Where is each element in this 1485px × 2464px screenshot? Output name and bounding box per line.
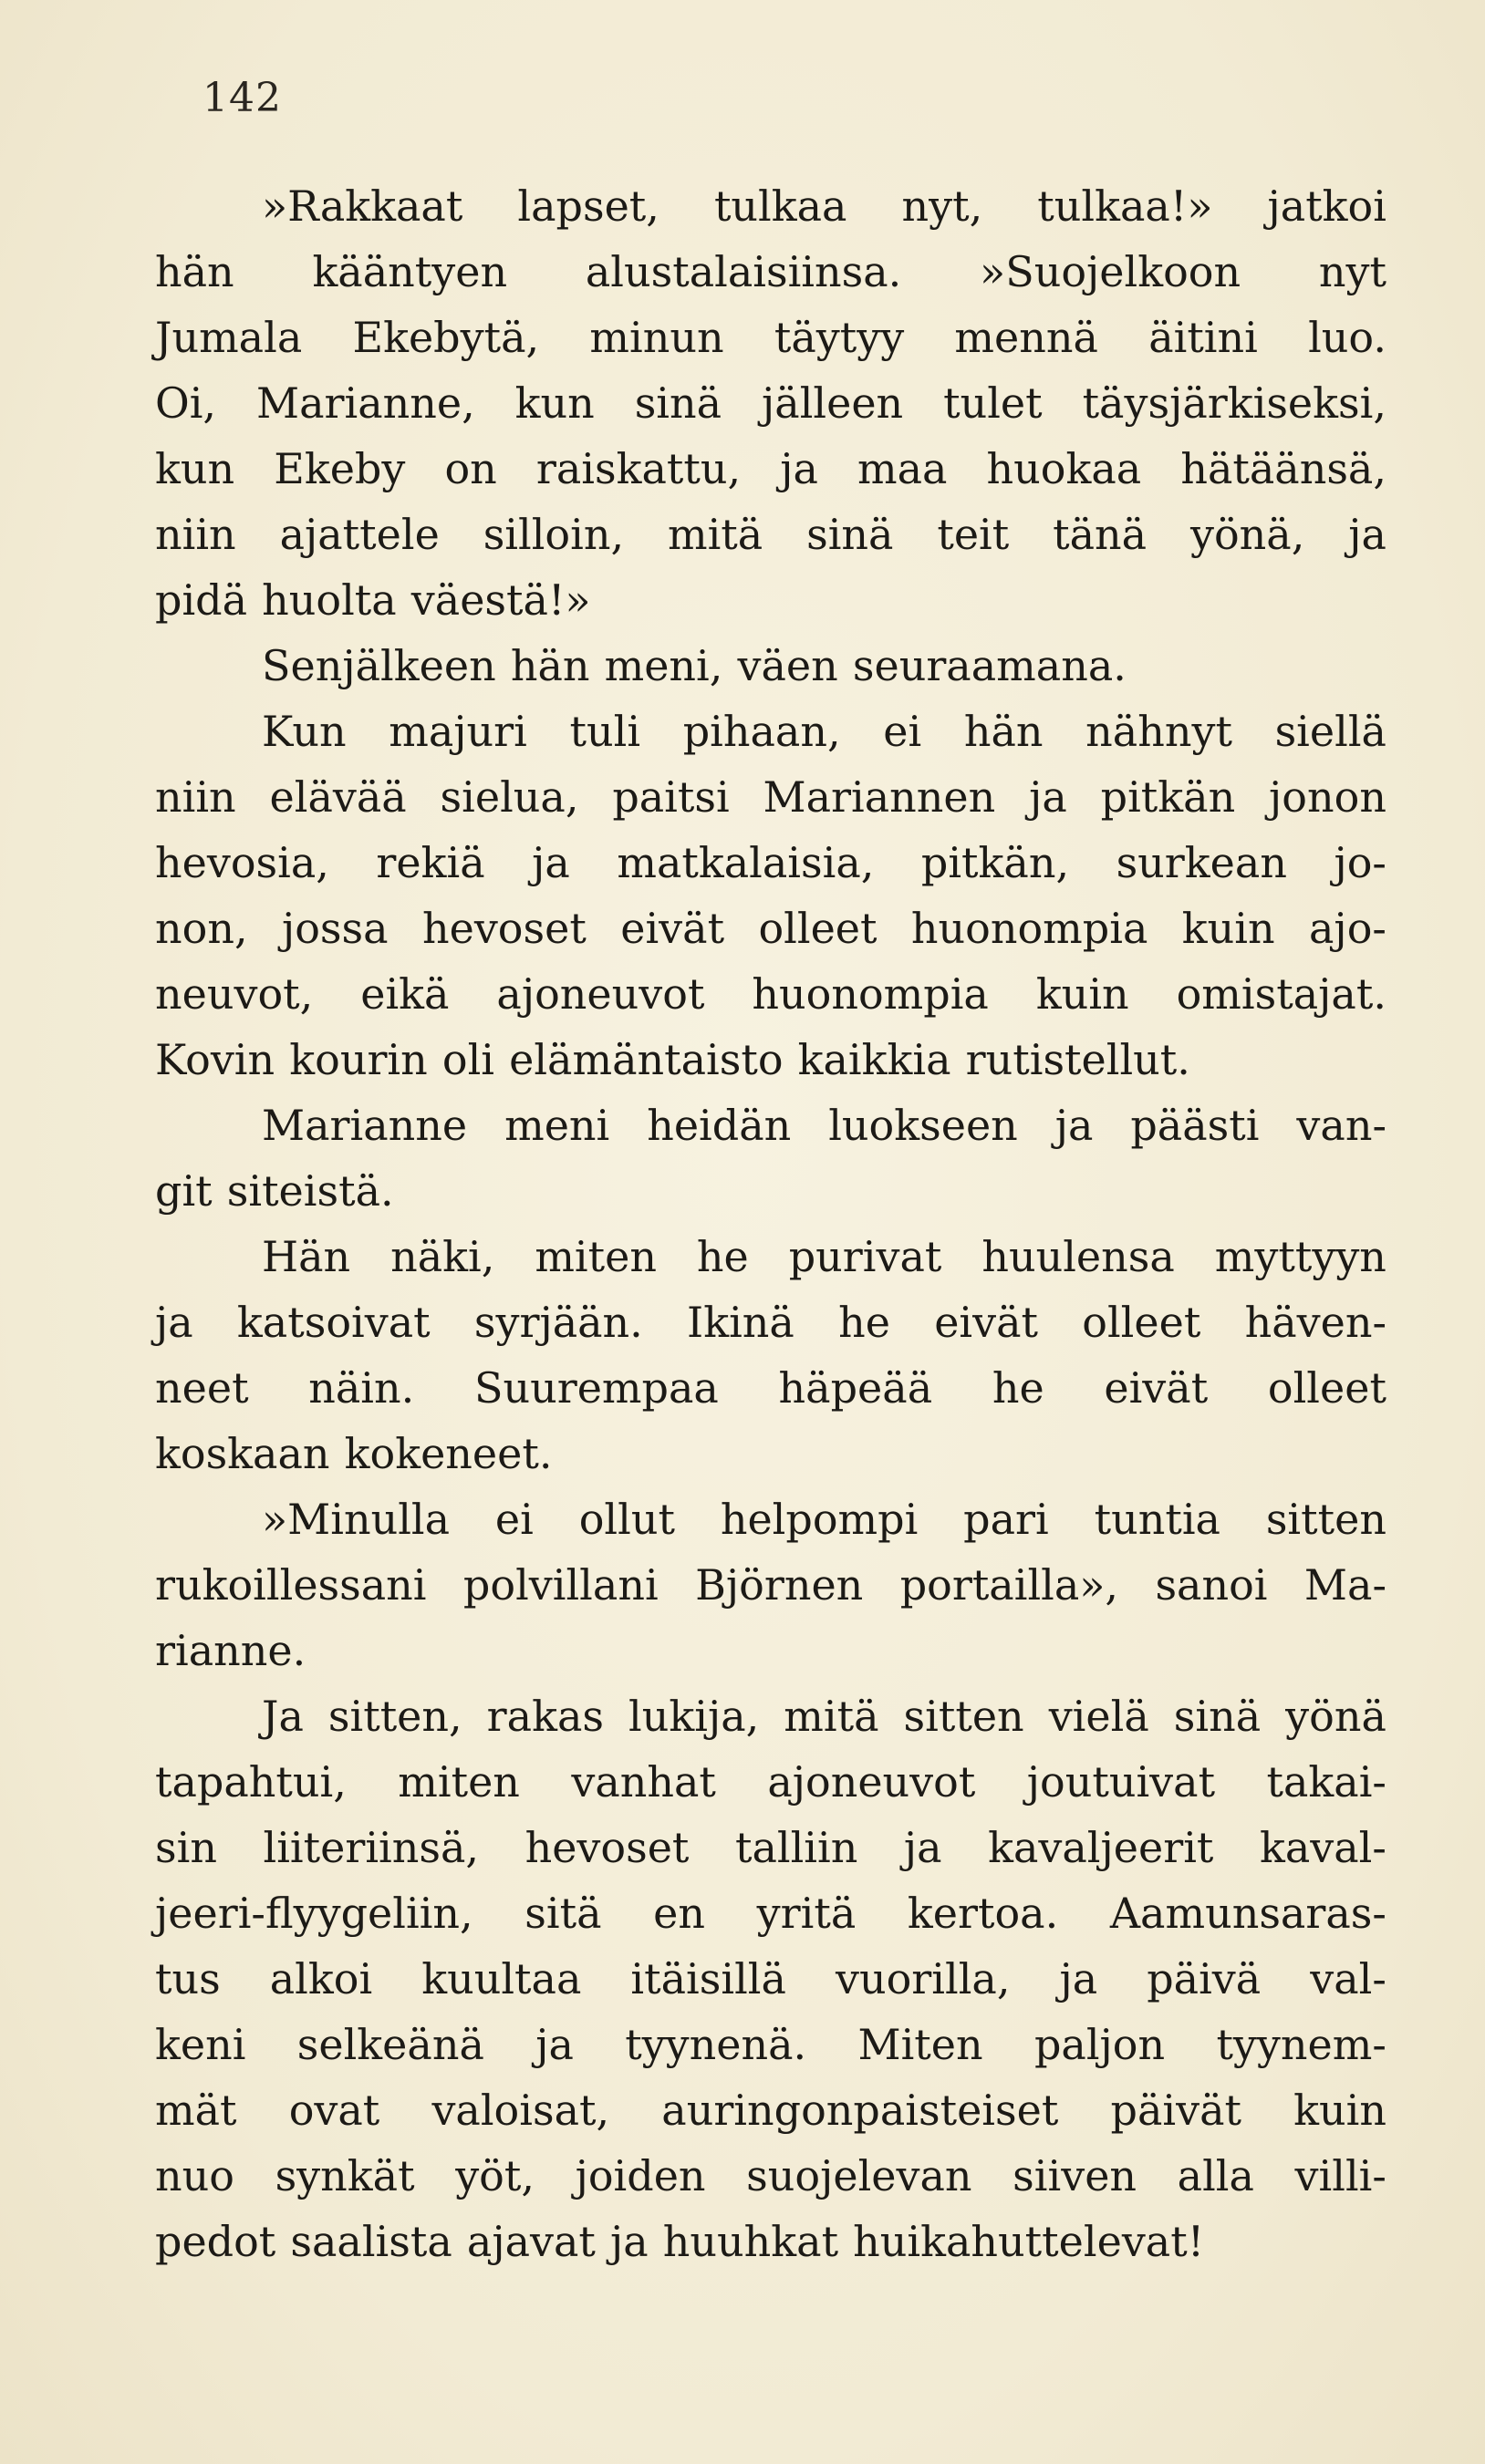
page-number: 142	[202, 75, 282, 121]
paragraph	[155, 173, 1386, 633]
paragraph	[155, 1224, 1386, 1486]
text-line: keni selkeänä ja tyynenä. Miten paljon tyynem-	[155, 2020, 1386, 2069]
text-line: Senjälkeen hän meni, väen seuraamana.	[262, 641, 1127, 690]
text-line: niin ajattele silloin, mitä sinä teit tänä yönä, ja	[155, 510, 1386, 559]
text-line: tus alkoi kuultaa itäisillä vuorilla, ja päivä val-	[155, 1954, 1386, 2003]
text-line: neuvot, eikä ajoneuvot huonompia kuin omistajat.	[155, 969, 1386, 1019]
text-line: Kun majuri tuli pihaan, ei hän nähnyt siellä	[262, 707, 1386, 756]
paragraph	[155, 633, 1386, 699]
text-line: Marianne meni heidän luokseen ja päästi van-	[262, 1101, 1386, 1150]
text-line: hän kääntyen alustalaisiinsa. »Suojelkoon nyt	[155, 247, 1386, 296]
text-line: mät ovat valoisat, auringonpaisteiset päivät kuin	[155, 2086, 1386, 2135]
text-line: Ja sitten, rakas lukija, mitä sitten vielä sinä yönä	[262, 1692, 1386, 1741]
text-line: »Minulla ei ollut helpompi pari tuntia sitten	[262, 1495, 1386, 1544]
text-line: Kovin kourin oli elämäntaisto kaikkia rutistellut.	[155, 1035, 1190, 1084]
text-line: jeeri-flyygeliin, sitä en yritä kertoa. Aamunsaras-	[155, 1889, 1386, 1938]
text-line: nuo synkät yöt, joiden suojelevan siiven alla villi-	[155, 2151, 1386, 2200]
body-text	[155, 173, 1386, 2274]
text-line: rukoillessani polvillani Björnen portailla», sanoi Ma-	[155, 1560, 1386, 1610]
text-line: non, jossa hevoset eivät olleet huonompia kuin ajo-	[155, 904, 1386, 953]
text-line: ja katsoivat syrjään. Ikinä he eivät olleet häven-	[155, 1298, 1386, 1347]
text-line: sin liiteriinsä, hevoset talliin ja kavaljeerit kaval-	[155, 1823, 1386, 1872]
text-line: hevosia, rekiä ja matkalaisia, pitkän, surkean jo-	[155, 838, 1386, 887]
text-line: Jumala Ekebytä, minun täytyy mennä äitini luo.	[155, 313, 1386, 362]
text-line: koskaan kokeneet.	[155, 1429, 553, 1478]
text-line: Hän näki, miten he purivat huulensa myttyyn	[262, 1232, 1386, 1281]
text-line: pidä huolta väestä!»	[155, 575, 591, 625]
paragraph	[155, 1092, 1386, 1224]
paragraph	[155, 699, 1386, 1092]
text-line: neet näin. Suurempaa häpeää he eivät olleet	[155, 1363, 1386, 1413]
text-line: git siteistä.	[155, 1166, 394, 1216]
text-line: kun Ekeby on raiskattu, ja maa huokaa hätäänsä,	[155, 444, 1386, 493]
text-line: niin elävää sielua, paitsi Mariannen ja pitkän jonon	[155, 772, 1386, 822]
paragraph	[155, 1486, 1386, 1683]
text-line: tapahtui, miten vanhat ajoneuvot joutuivat takai-	[155, 1757, 1386, 1807]
text-line: Oi, Marianne, kun sinä jälleen tulet täysjärkiseksi,	[155, 378, 1386, 428]
paragraph	[155, 1683, 1386, 2274]
text-line: »Rakkaat lapset, tulkaa nyt, tulkaa!» jatkoi	[262, 181, 1386, 231]
text-line: rianne.	[155, 1626, 306, 1675]
text-line: pedot saalista ajavat ja huuhkat huikahuttelevat!	[155, 2217, 1205, 2266]
